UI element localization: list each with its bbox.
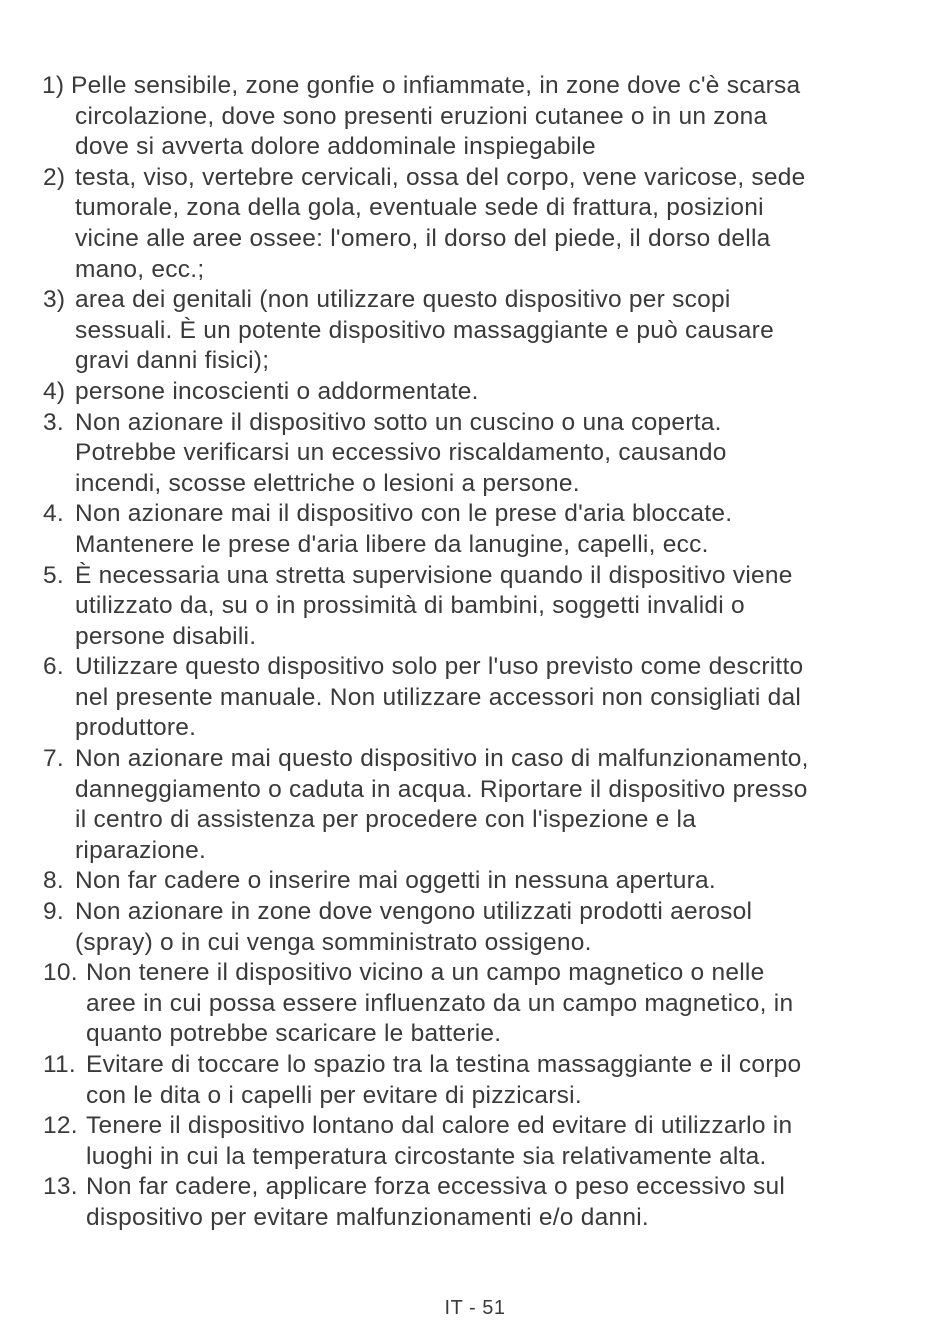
list-item-line: Non far cadere, applicare forza eccessiva o peso eccessivo sul xyxy=(86,1173,786,1201)
list-item xyxy=(43,652,913,744)
list-item-line: riparazione. xyxy=(75,836,207,864)
list-item-line: Non azionare mai il dispositivo con le prese d'aria bloccate. xyxy=(75,500,733,528)
list-item-line: Utilizzare questo dispositivo solo per l'uso previsto come descritto xyxy=(75,653,804,681)
list-item-line: Non far cadere o inserire mai oggetti in nessuna apertura. xyxy=(75,867,716,895)
list-item-text xyxy=(75,499,913,560)
list-item-number: 3) xyxy=(43,286,66,314)
list-item-line: con le dita o i capelli per evitare di pizzicarsi. xyxy=(86,1081,582,1109)
list-item-line: aree in cui possa essere influenzato da un campo magnetico, in xyxy=(86,989,794,1017)
list-item-line: nel presente manuale. Non utilizzare accessori non consigliati dal xyxy=(75,683,802,711)
list-item xyxy=(43,561,913,653)
list-item xyxy=(43,71,913,163)
list-item-line: mano, ecc.; xyxy=(75,255,205,283)
list-item-line: persone incoscienti o addormentate. xyxy=(75,377,479,405)
list-item xyxy=(43,163,913,285)
list-item-line: gravi danni fisici); xyxy=(75,347,270,375)
list-item-number: 11. xyxy=(43,1051,76,1078)
list-item xyxy=(43,897,913,958)
list-item-text xyxy=(86,1050,913,1111)
list-item-line: Non azionare il dispositivo sotto un cuscino o una coperta. xyxy=(75,408,722,436)
list-item-text xyxy=(75,897,913,958)
list-item-line: circolazione, dove sono presenti eruzioni cutanee o in un zona xyxy=(75,102,768,130)
list-item-number: 5. xyxy=(43,561,64,589)
list-item-line: danneggiamento o caduta in acqua. Riportare il dispositivo presso xyxy=(75,775,808,803)
list-item-line: dove si avverta dolore addominale inspiegabile xyxy=(75,133,596,161)
list-item-line: Mantenere le prese d'aria libere da lanugine, capelli, ecc. xyxy=(75,530,709,558)
list-item xyxy=(43,1111,913,1172)
list-item xyxy=(43,1172,913,1233)
page-number: IT - 51 xyxy=(444,1297,506,1319)
list-item-number: 12. xyxy=(43,1112,78,1140)
list-item xyxy=(43,499,913,560)
list-item-number: 8. xyxy=(43,867,64,895)
list-item-line: Non tenere il dispositivo vicino a un campo magnetico o nelle xyxy=(86,959,765,987)
list-item-line: produttore. xyxy=(75,714,197,742)
list-item-text xyxy=(86,958,913,1050)
list-item-line: È necessaria una stretta supervisione quando il dispositivo viene xyxy=(75,561,793,589)
list-item-number: 6. xyxy=(43,653,64,681)
list-item-line: Pelle sensibile, zone gonfie o infiammate, in zone dove c'è scarsa xyxy=(71,72,801,99)
list-item-line: sessuali. È un potente dispositivo massaggiante e può causare xyxy=(75,316,774,344)
list-item xyxy=(43,408,913,500)
list-item-text xyxy=(86,1172,913,1233)
list-item-text xyxy=(71,71,913,163)
list-item-text xyxy=(75,285,913,377)
list-item-line: persone disabili. xyxy=(75,622,257,650)
list-item-line: Potrebbe verificarsi un eccessivo riscaldamento, causando xyxy=(75,439,727,467)
list-item-number: 3. xyxy=(43,408,64,436)
list-item-line: Evitare di toccare lo spazio tra la testina massaggiante e il corpo xyxy=(86,1051,802,1078)
list-item-number: 13. xyxy=(43,1173,78,1201)
list-item-number: 9. xyxy=(43,898,64,926)
list-item-line: luoghi in cui la temperatura circostante sia relativamente alta. xyxy=(86,1142,767,1170)
list-item-line: il centro di assistenza per procedere con l'ispezione e la xyxy=(75,806,697,834)
list-item-text xyxy=(75,163,913,285)
list-item-text xyxy=(75,408,913,500)
list-item-line: vicine alle aree ossee: l'omero, il dorso del piede, il dorso della xyxy=(75,224,771,252)
list-item-number: 4. xyxy=(43,500,64,528)
list-item-text xyxy=(75,652,913,744)
list-item-line: quanto potrebbe scaricare le batterie. xyxy=(86,1020,502,1048)
list-item xyxy=(43,866,913,897)
list-item xyxy=(43,285,913,377)
list-item-line: Non azionare in zone dove vengono utilizzati prodotti aerosol xyxy=(75,898,753,926)
list-item-number: 2) xyxy=(43,163,66,191)
list-item-line: (spray) o in cui venga somministrato ossigeno. xyxy=(75,928,592,956)
list-item-text xyxy=(86,1111,913,1172)
list-item xyxy=(43,958,913,1050)
list-item xyxy=(43,1050,913,1111)
list-item-line: utilizzato da, su o in prossimità di bambini, soggetti invalidi o xyxy=(75,592,745,620)
list-item-line: dispositivo per evitare malfunzionamenti e/o danni. xyxy=(86,1203,649,1231)
list-item-text xyxy=(75,377,913,408)
list-item-text xyxy=(75,744,913,866)
list-item-text xyxy=(75,561,913,653)
list-item xyxy=(43,377,913,408)
list-item-number: 7. xyxy=(43,745,64,773)
list-item-line: area dei genitali (non utilizzare questo dispositivo per scopi xyxy=(75,286,731,314)
list-item-number: 10. xyxy=(43,959,78,987)
list-item-number: 1) xyxy=(42,72,65,99)
list-item xyxy=(43,744,913,866)
safety-instructions-list xyxy=(43,71,913,1234)
list-item-line: Tenere il dispositivo lontano dal calore ed evitare di utilizzarlo in xyxy=(86,1112,793,1140)
list-item-line: tumorale, zona della gola, eventuale sede di frattura, posizioni xyxy=(75,194,764,222)
list-item-line: incendi, scosse elettriche o lesioni a persone. xyxy=(75,469,580,497)
list-item-number: 4) xyxy=(43,377,66,405)
list-item-text xyxy=(75,866,913,897)
list-item-line: testa, viso, vertebre cervicali, ossa del corpo, vene varicose, sede xyxy=(75,163,806,191)
list-item-line: Non azionare mai questo dispositivo in caso di malfunzionamento, xyxy=(75,745,809,773)
